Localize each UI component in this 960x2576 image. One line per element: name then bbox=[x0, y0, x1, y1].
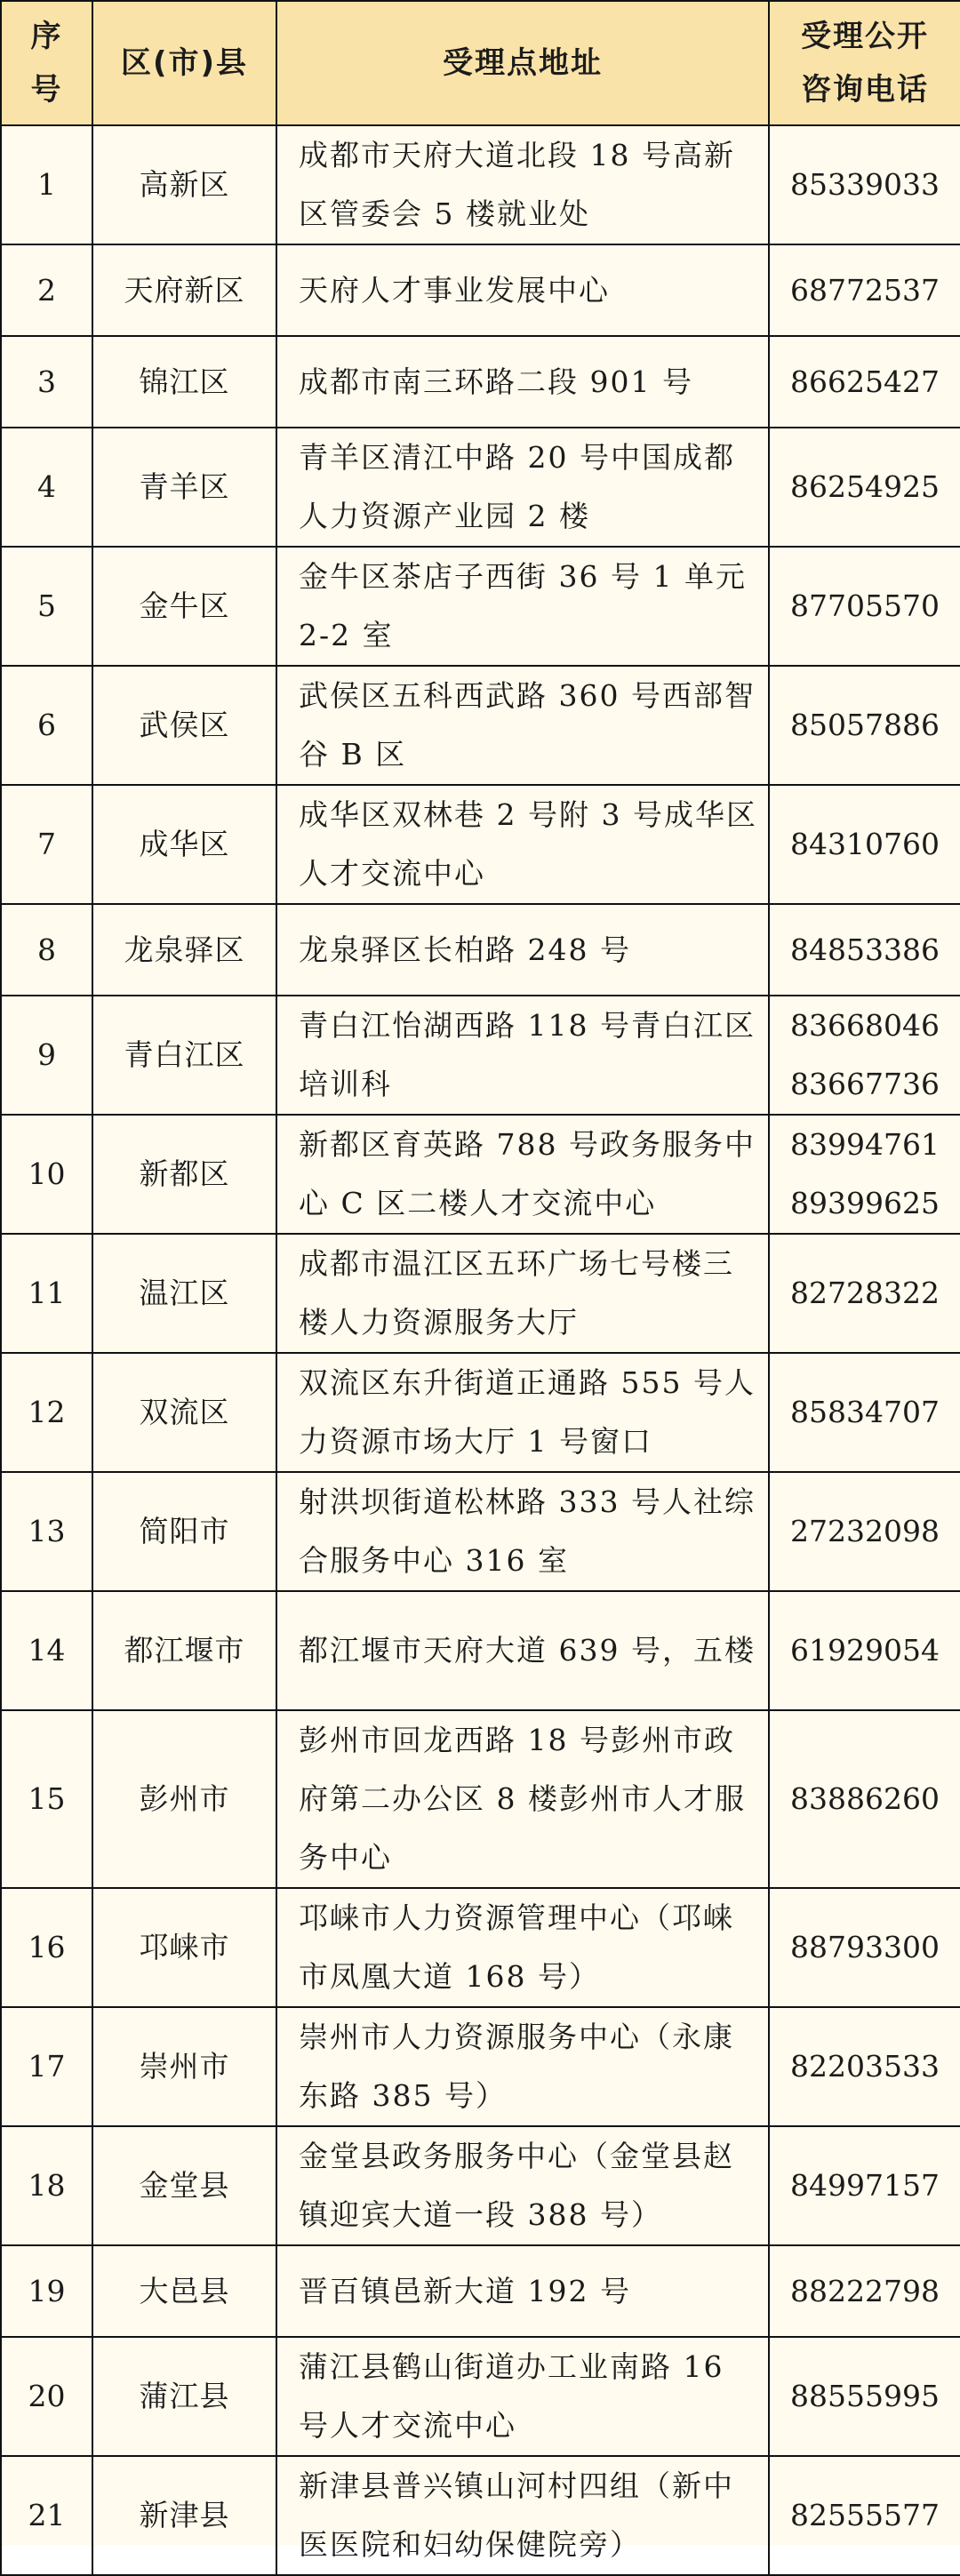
row-address: 都江堰市天府大道 639 号，五楼 bbox=[276, 1591, 769, 1710]
table-row bbox=[1, 547, 960, 666]
row-district: 金牛区 bbox=[92, 547, 276, 666]
table-row bbox=[1, 244, 960, 336]
table-row bbox=[1, 904, 960, 996]
row-phone-cell bbox=[769, 1888, 960, 2007]
row-phone-cell bbox=[769, 1710, 960, 1888]
row-phone-number: 83668046 bbox=[790, 1008, 940, 1043]
row-phone-cell bbox=[769, 1234, 960, 1353]
row-address: 彭州市回龙西路 18 号彭州市政府第二办公区 8 楼彭州市人才服务中心 bbox=[276, 1710, 769, 1888]
row-district: 天府新区 bbox=[92, 244, 276, 336]
row-phone-cell bbox=[769, 1353, 960, 1472]
row-index: 13 bbox=[1, 1472, 92, 1591]
header-phone-line: 咨询电话 bbox=[801, 72, 929, 108]
header-address: 受理点地址 bbox=[276, 1, 769, 125]
row-district: 成华区 bbox=[92, 785, 276, 904]
table-row bbox=[1, 1115, 960, 1234]
table-row bbox=[1, 2007, 960, 2126]
row-index: 15 bbox=[1, 1710, 92, 1888]
row-phone-cell bbox=[769, 428, 960, 547]
table-row bbox=[1, 2245, 960, 2337]
row-phone-cell bbox=[769, 2337, 960, 2456]
row-district: 龙泉驿区 bbox=[92, 904, 276, 996]
row-index: 14 bbox=[1, 1591, 92, 1710]
row-phone-number: 84310760 bbox=[790, 827, 940, 861]
row-phone-number: 88793300 bbox=[790, 1930, 940, 1964]
row-phone-number: 84853386 bbox=[790, 932, 940, 967]
table-row bbox=[1, 2337, 960, 2456]
row-index: 7 bbox=[1, 785, 92, 904]
row-phone-number: 68772537 bbox=[790, 272, 940, 308]
row-index: 4 bbox=[1, 428, 92, 547]
row-index: 18 bbox=[1, 2126, 92, 2245]
row-phone-cell bbox=[769, 785, 960, 904]
row-district: 崇州市 bbox=[92, 2007, 276, 2126]
row-address: 新都区育英路 788 号政务服务中心 C 区二楼人才交流中心 bbox=[276, 1115, 769, 1234]
table-row bbox=[1, 336, 960, 428]
table-row bbox=[1, 1888, 960, 2007]
row-phone-number: 88555995 bbox=[790, 2379, 940, 2413]
row-address: 武侯区五科西武路 360 号西部智谷 B 区 bbox=[276, 666, 769, 785]
row-index: 9 bbox=[1, 996, 92, 1115]
row-index: 1 bbox=[1, 125, 92, 244]
header-row bbox=[1, 1, 960, 125]
row-address: 龙泉驿区长柏路 248 号 bbox=[276, 904, 769, 996]
row-address: 成都市南三环路二段 901 号 bbox=[276, 336, 769, 428]
row-address: 青白江怡湖西路 118 号青白江区培训科 bbox=[276, 996, 769, 1115]
row-address: 晋百镇邑新大道 192 号 bbox=[276, 2245, 769, 2337]
row-index: 12 bbox=[1, 1353, 92, 1472]
row-index: 16 bbox=[1, 1888, 92, 2007]
row-phone-number: 83667736 bbox=[790, 1067, 940, 1101]
row-district: 青羊区 bbox=[92, 428, 276, 547]
row-address: 邛崃市人力资源管理中心（邛崃市凤凰大道 168 号） bbox=[276, 1888, 769, 2007]
row-district: 大邑县 bbox=[92, 2245, 276, 2337]
row-phone-number: 84997157 bbox=[790, 2168, 940, 2203]
row-phone-number: 61929054 bbox=[790, 1633, 940, 1668]
row-address: 双流区东升街道正通路 555 号人力资源市场大厅 1 号窗口 bbox=[276, 1353, 769, 1472]
row-phone-cell bbox=[769, 1115, 960, 1234]
row-address: 金堂县政务服务中心（金堂县赵镇迎宾大道一段 388 号） bbox=[276, 2126, 769, 2245]
table-row bbox=[1, 666, 960, 785]
table-row bbox=[1, 785, 960, 904]
header-index-line: 序 bbox=[30, 19, 63, 54]
row-index: 19 bbox=[1, 2245, 92, 2337]
row-district: 温江区 bbox=[92, 1234, 276, 1353]
header-index-line: 号 bbox=[30, 72, 63, 108]
row-phone-cell bbox=[769, 2126, 960, 2245]
row-phone-number: 87705570 bbox=[790, 588, 940, 623]
row-index: 3 bbox=[1, 336, 92, 428]
row-index: 20 bbox=[1, 2337, 92, 2456]
table-row bbox=[1, 1353, 960, 1472]
row-phone-number: 85834707 bbox=[790, 1395, 940, 1429]
row-district: 高新区 bbox=[92, 125, 276, 244]
row-phone-number: 83886260 bbox=[790, 1781, 940, 1816]
table-row bbox=[1, 1710, 960, 1888]
row-address: 青羊区清江中路 20 号中国成都人力资源产业园 2 楼 bbox=[276, 428, 769, 547]
row-phone-cell bbox=[769, 547, 960, 666]
row-address: 成都市天府大道北段 18 号高新区管委会 5 楼就业处 bbox=[276, 125, 769, 244]
row-phone-cell bbox=[769, 2456, 960, 2575]
row-index: 8 bbox=[1, 904, 92, 996]
row-index: 10 bbox=[1, 1115, 92, 1234]
row-district: 彭州市 bbox=[92, 1710, 276, 1888]
header-phone bbox=[769, 1, 960, 125]
row-phone-number: 82728322 bbox=[790, 1276, 940, 1310]
table-body bbox=[1, 125, 960, 2575]
row-address: 新津县普兴镇山河村四组（新中医医院和妇幼保健院旁） bbox=[276, 2456, 769, 2575]
row-index: 21 bbox=[1, 2456, 92, 2575]
table-row bbox=[1, 1234, 960, 1353]
row-phone-number: 86254925 bbox=[790, 469, 940, 504]
row-phone-cell bbox=[769, 244, 960, 336]
row-district: 金堂县 bbox=[92, 2126, 276, 2245]
row-index: 2 bbox=[1, 244, 92, 336]
row-phone-number: 89399625 bbox=[790, 1186, 940, 1220]
row-address: 蒲江县鹤山街道办工业南路 16 号人才交流中心 bbox=[276, 2337, 769, 2456]
row-address: 崇州市人力资源服务中心（永康东路 385 号） bbox=[276, 2007, 769, 2126]
row-district: 双流区 bbox=[92, 1353, 276, 1472]
row-phone-number: 83994761 bbox=[790, 1127, 940, 1162]
table-row bbox=[1, 2126, 960, 2245]
row-district: 新都区 bbox=[92, 1115, 276, 1234]
row-phone-number: 85339033 bbox=[790, 167, 940, 202]
row-district: 邛崃市 bbox=[92, 1888, 276, 2007]
row-district: 简阳市 bbox=[92, 1472, 276, 1591]
row-district: 新津县 bbox=[92, 2456, 276, 2575]
table-row bbox=[1, 125, 960, 244]
row-phone-number: 86625427 bbox=[790, 364, 940, 399]
row-address: 成都市温江区五环广场七号楼三楼人力资源服务大厅 bbox=[276, 1234, 769, 1353]
row-address: 天府人才事业发展中心 bbox=[276, 244, 769, 336]
table-row bbox=[1, 1591, 960, 1710]
row-index: 5 bbox=[1, 547, 92, 666]
table-row bbox=[1, 428, 960, 547]
row-phone-cell bbox=[769, 336, 960, 428]
row-phone-cell bbox=[769, 1472, 960, 1591]
row-address: 金牛区茶店子西街 36 号 1 单元 2-2 室 bbox=[276, 547, 769, 666]
row-phone-cell bbox=[769, 1591, 960, 1710]
row-phone-cell bbox=[769, 2007, 960, 2126]
row-phone-number: 82203533 bbox=[790, 2049, 940, 2084]
table-row bbox=[1, 996, 960, 1115]
row-district: 青白江区 bbox=[92, 996, 276, 1115]
row-district: 蒲江县 bbox=[92, 2337, 276, 2456]
row-index: 17 bbox=[1, 2007, 92, 2126]
row-district: 武侯区 bbox=[92, 666, 276, 785]
row-address: 成华区双林巷 2 号附 3 号成华区人才交流中心 bbox=[276, 785, 769, 904]
row-phone-cell bbox=[769, 125, 960, 244]
header-district: 区(市)县 bbox=[92, 1, 276, 125]
row-district: 都江堰市 bbox=[92, 1591, 276, 1710]
table-row bbox=[1, 2456, 960, 2575]
row-phone-number: 82555577 bbox=[790, 2498, 940, 2532]
header-phone-line: 受理公开 bbox=[801, 19, 929, 54]
row-phone-cell bbox=[769, 666, 960, 785]
row-index: 6 bbox=[1, 666, 92, 785]
row-phone-cell bbox=[769, 904, 960, 996]
row-phone-cell bbox=[769, 996, 960, 1115]
row-phone-number: 85057886 bbox=[790, 708, 940, 742]
header-index bbox=[1, 1, 92, 125]
row-phone-number: 88222798 bbox=[790, 2273, 940, 2308]
row-district: 锦江区 bbox=[92, 336, 276, 428]
row-phone-number: 27232098 bbox=[790, 1514, 940, 1548]
table-row bbox=[1, 1472, 960, 1591]
row-address: 射洪坝街道松林路 333 号人社综合服务中心 316 室 bbox=[276, 1472, 769, 1591]
row-phone-cell bbox=[769, 2245, 960, 2337]
row-index: 11 bbox=[1, 1234, 92, 1353]
